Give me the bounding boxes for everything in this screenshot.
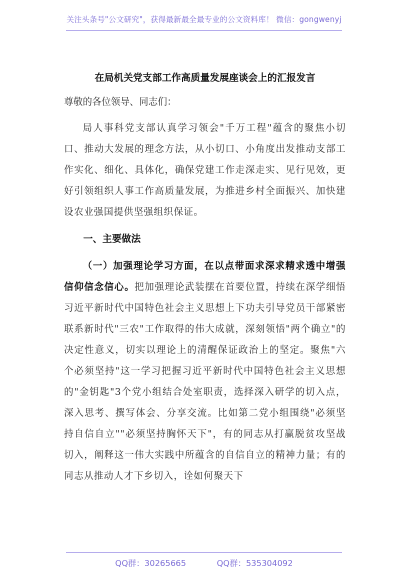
paragraph-body: 把加强理论武装摆在首要位置，持续在深学细悟习近平新时代中国特色社会主义思想上下功夫引导党员干部紧密联系新时代"三农"工作取得的伟大成就，深刻领悟"两个确立"的决定性意义，切实以理论上的清醒保证政治上的坚定。聚焦"六个必须坚持"这一学习把握习近平新时代中国特色社会主义思想的"金钥匙"3个党小组结合处室职责，选择深入研学的切入点，深入思考、撰写体会、分享交流。比如第二党小组围绕"必须坚持自信自立""必须坚持胸怀天下"，有的同志从打赢脱贫攻坚战切入，阐释这一伟大实践中所蕴含的自信自立的精神力量；有的同志从推动人才下乡切入，诠如何聚天下 (64, 282, 346, 482)
footer-qq-group-1: QQ群：30265665 (115, 558, 187, 568)
header-divider (66, 30, 342, 31)
footer (0, 558, 408, 569)
intro-paragraph: 局人事科党支部认真学习领会"千万工程"蕴含的聚焦小切口、推动大发展的理念方法，从小切口、小角度出发推动支部工作实化、细化、具体化，确保党建工作走深走实、见行见效，更好引领组织人事工作高质量发展，为推进乡村全面振兴、加快建设农业强国提供坚强组织保证。 (64, 123, 346, 218)
section-heading: 一、主要做法 (83, 234, 141, 245)
paragraph-lead: （一）加强理论学习方面，在以点带面求深求精求透中增强信仰信念信心。 (64, 261, 346, 293)
footer-qq-group-2: QQ群：535304092 (216, 558, 293, 568)
header-banner: 关注头条号"公文研究"，获得最新最全最专业的公文资料库！ 微信：gongwenyj (66, 15, 342, 24)
footer-divider (66, 552, 342, 553)
salutation: 尊敬的各位领导、同志们： (64, 97, 177, 108)
practice-paragraph (64, 256, 346, 487)
document-body (64, 118, 346, 487)
document-title: 在局机关党支部工作高质量发展座谈会上的汇报发言 (94, 73, 316, 84)
